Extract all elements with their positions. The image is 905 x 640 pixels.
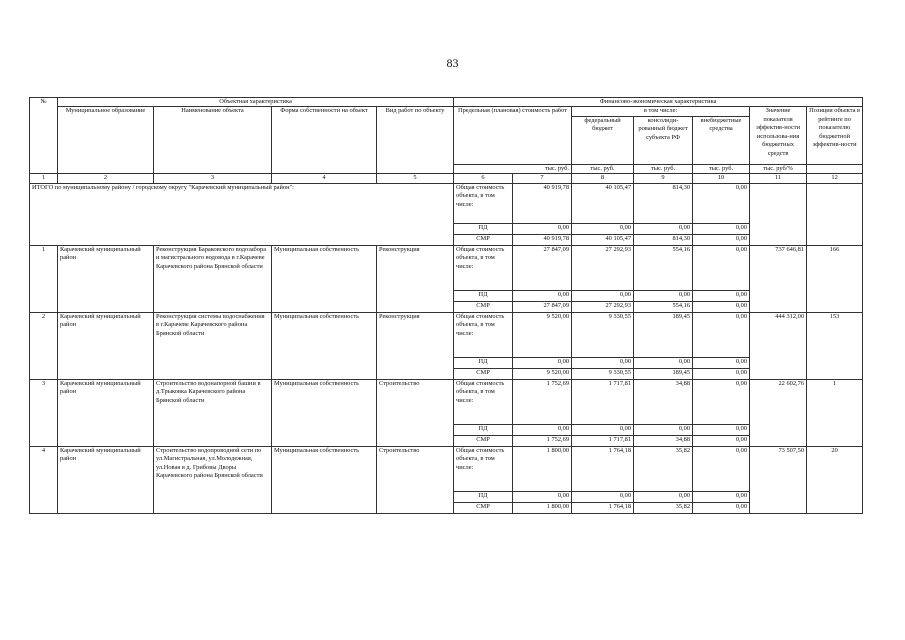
empty-cell [807, 183, 863, 245]
object-municipality: Карачевский муниципальный район [58, 245, 154, 312]
header-indicator: Значение показателя эффектив-ности использова-ния бюджетных средств [750, 107, 807, 164]
header-extrabudget: внебюджетные средства [693, 116, 750, 164]
total-extrabudget: 0,00 [693, 379, 750, 424]
header-financial-characteristic: Финансово-экономическая характеристика [454, 98, 863, 107]
total-federal: 1 717,81 [572, 379, 634, 424]
object-ownership: Муниципальная собственность [272, 245, 377, 312]
total-cost: 9 520,00 [513, 312, 572, 357]
header-work-type: Вид работ по объекту [377, 107, 454, 174]
pd-federal: 0,00 [572, 491, 634, 502]
object-name: Реконструкция системы водоснабжения в г.Карачеве Карачевского района Брянской области [154, 312, 272, 379]
empty-cell [807, 164, 863, 173]
header-position: Позиция объекта в рейтинге по показателю бюджетной эффектив-ности [807, 107, 863, 164]
object-work-type: Реконструкция [377, 312, 454, 379]
objects-table [29, 97, 863, 514]
total-federal: 27 292,93 [572, 245, 634, 290]
column-number: 8 [572, 174, 634, 183]
smr-cost: 1 752,69 [513, 435, 572, 446]
row-type-pd: ПД [454, 424, 513, 435]
column-number: 11 [750, 174, 807, 183]
total-extrabudget: 0,00 [693, 183, 750, 223]
header-max-cost: Предельная (плановая) стоимость работ [454, 107, 572, 164]
smr-federal: 9 330,55 [572, 368, 634, 379]
pd-extrabudget: 0,00 [693, 491, 750, 502]
header-consolidated: консолиди-рованный бюджет субъекта РФ [634, 116, 693, 164]
smr-cost: 9 520,00 [513, 368, 572, 379]
total-consolidated: 34,88 [634, 379, 693, 424]
smr-extrabudget: 0,00 [693, 234, 750, 245]
total-cost: 40 919,78 [513, 183, 572, 223]
total-federal: 1 764,18 [572, 446, 634, 491]
column-number: 5 [377, 174, 454, 183]
smr-federal: 1 717,81 [572, 435, 634, 446]
smr-federal: 40 105,47 [572, 234, 634, 245]
object-number: 3 [30, 379, 58, 446]
smr-consolidated: 35,82 [634, 502, 693, 513]
total-extrabudget: 0,00 [693, 245, 750, 290]
unit-label: тыс. руб. [693, 164, 750, 173]
pd-extrabudget: 0,00 [693, 223, 750, 234]
object-municipality: Карачевский муниципальный район [58, 379, 154, 446]
object-number: 4 [30, 446, 58, 513]
object-name: Реконструкция Бараковского водозабора и магистрального водовода в г.Карачеве Карачевского района Брянской области [154, 245, 272, 312]
total-label: ИТОГО по муниципальному району / городскому округу "Карачевский муниципальный район": [30, 183, 454, 245]
object-number: 1 [30, 245, 58, 312]
column-number: 10 [693, 174, 750, 183]
unit-label: тыс. руб. [454, 164, 572, 173]
pd-extrabudget: 0,00 [693, 290, 750, 301]
row-type-smr: СМР [454, 435, 513, 446]
object-indicator: 73 507,50 [750, 446, 807, 513]
row-type-pd: ПД [454, 290, 513, 301]
smr-extrabudget: 0,00 [693, 435, 750, 446]
unit-label: тыс. руб/% [750, 164, 807, 173]
total-consolidated: 35,82 [634, 446, 693, 491]
smr-extrabudget: 0,00 [693, 368, 750, 379]
unit-label: тыс. руб. [572, 164, 634, 173]
smr-consolidated: 814,30 [634, 234, 693, 245]
object-ownership: Муниципальная собственность [272, 379, 377, 446]
pd-consolidated: 0,00 [634, 491, 693, 502]
object-position: 20 [807, 446, 863, 513]
pd-federal: 0,00 [572, 223, 634, 234]
row-type-total: Общая стоимость объекта, в том числе: [454, 245, 513, 290]
pd-cost: 0,00 [513, 290, 572, 301]
total-consolidated: 554,16 [634, 245, 693, 290]
smr-federal: 27 292,93 [572, 301, 634, 312]
column-number: 3 [154, 174, 272, 183]
object-ownership: Муниципальная собственность [272, 446, 377, 513]
object-name: Строительство водонапорной башни в д.Трыковка Карачевского района Брянской области [154, 379, 272, 446]
empty-cell [750, 183, 807, 245]
smr-extrabudget: 0,00 [693, 502, 750, 513]
smr-cost: 27 847,09 [513, 301, 572, 312]
object-indicator: 22 602,76 [750, 379, 807, 446]
object-name: Строительство водопроводной сети по ул.Магистральная, ул.Молодежная, ул.Новая в д. Грибовы Дворы Карачевского района Брянской области [154, 446, 272, 513]
row-type-pd: ПД [454, 357, 513, 368]
pd-cost: 0,00 [513, 223, 572, 234]
total-federal: 9 330,55 [572, 312, 634, 357]
row-type-total: Общая стоимость объекта, в том числе: [454, 183, 513, 223]
smr-extrabudget: 0,00 [693, 301, 750, 312]
object-position: 1 [807, 379, 863, 446]
column-number: 7 [513, 174, 572, 183]
pd-cost: 0,00 [513, 491, 572, 502]
pd-consolidated: 0,00 [634, 223, 693, 234]
row-type-total: Общая стоимость объекта, в том числе: [454, 312, 513, 357]
pd-consolidated: 0,00 [634, 424, 693, 435]
pd-cost: 0,00 [513, 357, 572, 368]
object-position: 166 [807, 245, 863, 312]
column-number: 6 [454, 174, 513, 183]
pd-federal: 0,00 [572, 357, 634, 368]
row-type-smr: СМР [454, 234, 513, 245]
row-type-smr: СМР [454, 502, 513, 513]
smr-consolidated: 554,16 [634, 301, 693, 312]
header-including: в том числе: [572, 107, 750, 116]
object-work-type: Реконструкция [377, 245, 454, 312]
header-municipality: Муниципальное образование [58, 107, 154, 174]
total-cost: 1 752,69 [513, 379, 572, 424]
pd-extrabudget: 0,00 [693, 357, 750, 368]
smr-consolidated: 34,88 [634, 435, 693, 446]
column-number: 12 [807, 174, 863, 183]
pd-consolidated: 0,00 [634, 290, 693, 301]
total-extrabudget: 0,00 [693, 446, 750, 491]
object-position: 153 [807, 312, 863, 379]
pd-cost: 0,00 [513, 424, 572, 435]
header-ownership: Форма собственности на объект [272, 107, 377, 174]
row-type-total: Общая стоимость объекта, в том числе: [454, 379, 513, 424]
header-object-name: Наименование объекта [154, 107, 272, 174]
header-num: № [30, 98, 58, 174]
row-type-pd: ПД [454, 223, 513, 234]
column-number: 2 [58, 174, 154, 183]
object-indicator: 444 312,00 [750, 312, 807, 379]
column-number: 1 [30, 174, 58, 183]
object-indicator: 737 646,81 [750, 245, 807, 312]
pd-consolidated: 0,00 [634, 357, 693, 368]
page-number: 83 [446, 56, 459, 70]
row-type-smr: СМР [454, 301, 513, 312]
object-work-type: Строительство [377, 446, 454, 513]
row-type-total: Общая стоимость объекта, в том числе: [454, 446, 513, 491]
object-number: 2 [30, 312, 58, 379]
row-type-smr: СМР [454, 368, 513, 379]
total-cost: 27 847,09 [513, 245, 572, 290]
total-consolidated: 814,30 [634, 183, 693, 223]
pd-extrabudget: 0,00 [693, 424, 750, 435]
smr-consolidated: 189,45 [634, 368, 693, 379]
unit-label: тыс. руб. [634, 164, 693, 173]
pd-federal: 0,00 [572, 424, 634, 435]
object-municipality: Карачевский муниципальный район [58, 312, 154, 379]
header-object-characteristic: Объектная характеристика [58, 98, 454, 107]
total-cost: 1 800,00 [513, 446, 572, 491]
smr-federal: 1 764,18 [572, 502, 634, 513]
object-ownership: Муниципальная собственность [272, 312, 377, 379]
pd-federal: 0,00 [572, 290, 634, 301]
total-federal: 40 105,47 [572, 183, 634, 223]
header-federal: федеральный бюджет [572, 116, 634, 164]
row-type-pd: ПД [454, 491, 513, 502]
smr-cost: 1 800,00 [513, 502, 572, 513]
object-work-type: Строительство [377, 379, 454, 446]
total-consolidated: 189,45 [634, 312, 693, 357]
total-extrabudget: 0,00 [693, 312, 750, 357]
column-number: 9 [634, 174, 693, 183]
column-number: 4 [272, 174, 377, 183]
smr-cost: 40 919,78 [513, 234, 572, 245]
object-municipality: Карачевский муниципальный район [58, 446, 154, 513]
